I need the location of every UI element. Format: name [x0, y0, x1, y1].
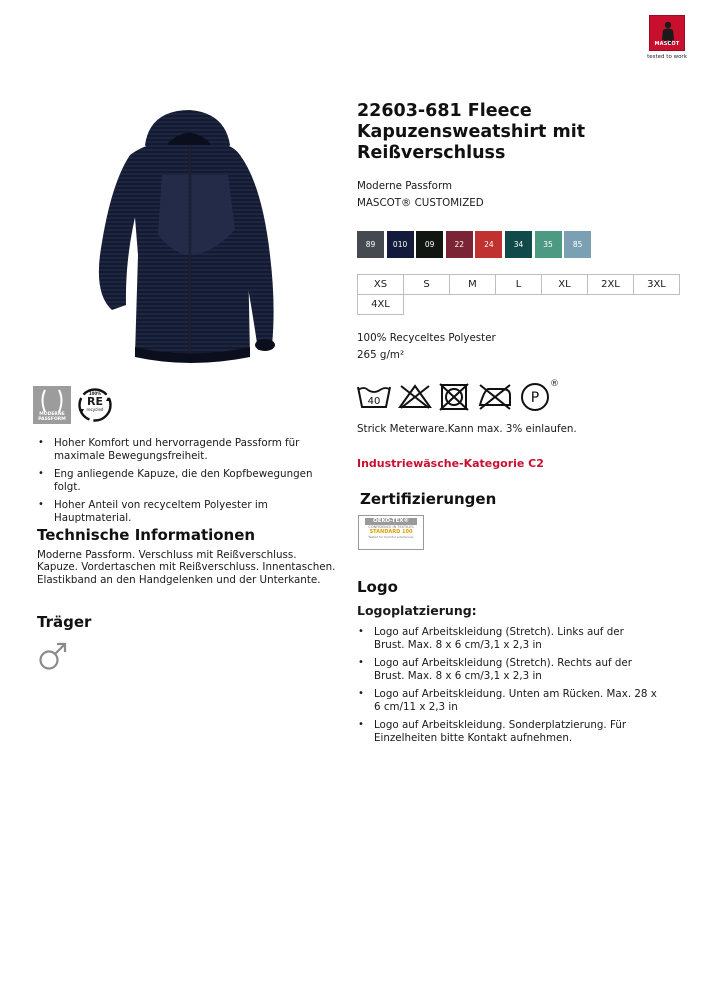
oeko-tex-badge: [358, 515, 424, 550]
color-swatch-09[interactable]: 09: [416, 231, 443, 258]
size-option-m[interactable]: M: [449, 274, 496, 295]
dry-clean-letter: P: [530, 390, 540, 406]
product-line: MASCOT® CUSTOMIZED: [357, 197, 484, 209]
professional-dry-clean-p-icon: [520, 379, 559, 411]
care-note: Strick Meterware.Kann max. 3% einlaufen.: [357, 423, 577, 435]
list-item: • Hoher Komfort und hervorragende Passform für maximale Bewegungsfreiheit.: [37, 437, 337, 462]
feature-badges: [33, 386, 113, 424]
oeko-standard: STANDARD 100: [369, 529, 413, 535]
hooded-fleece-jacket-image: [90, 105, 280, 365]
product-fit: Moderne Passform: [357, 180, 453, 192]
mascot-logo-icon: [649, 15, 685, 51]
color-swatch-24[interactable]: 24: [475, 231, 502, 258]
list-item: • Logo auf Arbeitskleidung. Sonderplatzierung. Für Einzelheiten bitte Kontakt aufnehmen.: [357, 719, 657, 744]
no-tumble-dry-icon: [438, 383, 470, 411]
passform-label-2: PASSFORM: [38, 417, 66, 422]
color-swatch-85[interactable]: 85: [564, 231, 591, 258]
care-symbols: [356, 379, 559, 411]
size-option-4xl[interactable]: 4XL: [357, 294, 404, 315]
oeko-head: OEKO-TEX®: [365, 518, 417, 525]
color-swatch-89[interactable]: 89: [357, 231, 384, 258]
wash-40-icon: [356, 383, 392, 411]
list-item: • Logo auf Arbeitskleidung (Stretch). Links auf der Brust. Max. 8 x 6 cm/3,1 x 2,3 in: [357, 626, 657, 651]
logo-placement-list: [357, 626, 657, 750]
technical-title: Technische Informationen: [37, 526, 256, 544]
modern-fit-icon: [33, 386, 71, 424]
brand-tagline: tested to work: [647, 54, 687, 60]
brand-name: MASCOT: [654, 41, 680, 47]
list-item: • Hoher Anteil von recyceltem Polyester im Hauptmaterial.: [37, 499, 337, 524]
industrial-wash-category: Industriewäsche-Kategorie C2: [357, 457, 544, 470]
material-composition: 100% Recyceltes Polyester: [357, 332, 496, 344]
recycled-percent: 100%: [88, 391, 102, 396]
color-swatch-010[interactable]: 010: [387, 231, 414, 258]
no-iron-icon: [476, 383, 514, 411]
no-bleach-icon: [398, 383, 432, 411]
color-swatch-35[interactable]: 35: [535, 231, 562, 258]
passform-label-1: MODERNE: [39, 412, 65, 417]
list-item: • Eng anliegende Kapuze, die den Kopfbewegungen folgt.: [37, 468, 337, 493]
size-option-2xl[interactable]: 2XL: [587, 274, 634, 295]
list-item: • Logo auf Arbeitskleidung. Unten am Rücken. Max. 28 x 6 cm/11 x 2,3 in: [357, 688, 657, 713]
logo-section-title: Logo: [357, 578, 398, 596]
oeko-tiny: Tested for harmful substances: [368, 535, 414, 539]
wearer-title: Träger: [37, 613, 92, 631]
color-swatch-22[interactable]: 22: [446, 231, 473, 258]
size-option-s[interactable]: S: [403, 274, 450, 295]
color-swatch-34[interactable]: 34: [505, 231, 532, 258]
size-option-3xl[interactable]: 3XL: [633, 274, 680, 295]
wash-temp: 40: [367, 396, 381, 407]
male-symbol-icon: [38, 641, 68, 675]
size-option-xl[interactable]: XL: [541, 274, 588, 295]
recycled-sub: recycled: [86, 407, 104, 412]
logo-section-subtitle: Logoplatzierung:: [357, 603, 477, 618]
material-weight: 265 g/m²: [357, 349, 405, 361]
list-item: • Logo auf Arbeitskleidung (Stretch). Rechts auf der Brust. Max. 8 x 6 cm/3,1 x 2,3 in: [357, 657, 657, 682]
color-swatches: [357, 231, 591, 258]
brand-logo: [647, 15, 687, 60]
recycled-main: RE: [87, 395, 103, 408]
technical-text: Moderne Passform. Verschluss mit Reißverschluss. Kapuze. Vordertaschen mit Reißverschluss. Innentaschen. Elastikband an den Handgelenken und der Unterkante.: [37, 549, 336, 586]
size-option-l[interactable]: L: [495, 274, 542, 295]
product-title: 22603-681 Fleece Kapuzensweatshirt mit Reißverschluss: [357, 101, 586, 163]
size-option-xs[interactable]: XS: [357, 274, 404, 295]
feature-list: [37, 437, 337, 530]
size-grid: [357, 274, 687, 314]
certifications-title: Zertifizierungen: [360, 490, 497, 508]
registered-mark: ®: [550, 379, 559, 389]
oeko-mid: CONFIDENCE IN TEXTILES: [368, 525, 414, 529]
recycled-icon: [77, 387, 113, 423]
